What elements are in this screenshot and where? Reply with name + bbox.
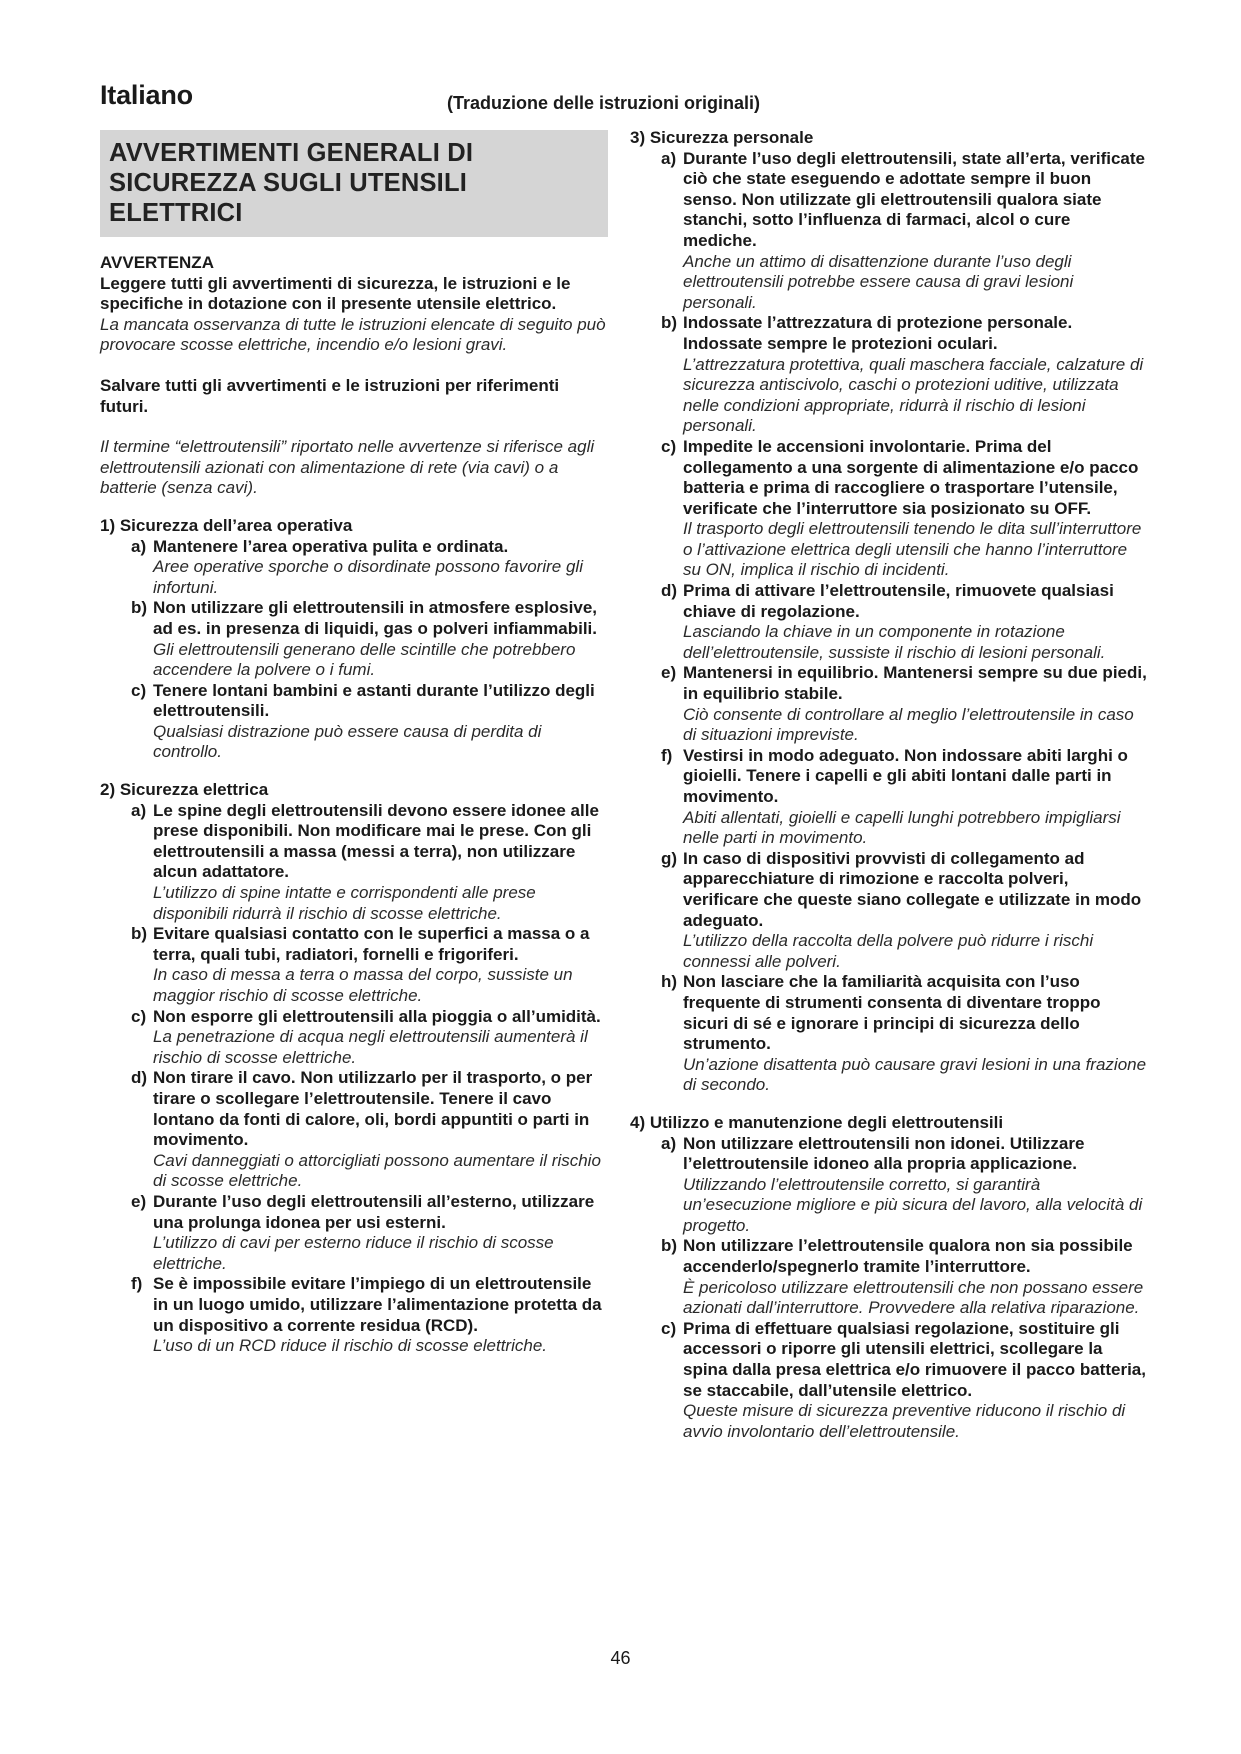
item-bold-text: Durante l’uso degli elettroutensili all’esterno, utilizzare una prolunga idonea per usi esterni. <box>153 1191 595 1232</box>
list-item <box>100 1007 608 1069</box>
item-italic-text: L’attrezzatura protettiva, quali maschera facciale, calzature di sicurezza antiscivolo, caschi o protezioni uditive, utilizzata nelle condizioni appropriate, ridurrà il rischio di lesioni personali. <box>683 354 1144 436</box>
item-bold-text: Non lasciare che la familiarità acquisita con l’uso frequente di strumenti consenta di diventare troppo sicuri di sé e ignorare i principi di sicurezza dello strumento. <box>683 972 1101 1054</box>
item-italic-text: Utilizzando l’elettroutensile corretto, si garantirà un’esecuzione migliore e più sicura del lavoro, alla velocità di progetto. <box>683 1174 1143 1235</box>
list-item <box>100 924 608 1006</box>
item-italic-text: L’utilizzo di spine intatte e corrispondenti alle prese disponibili ridurrà il rischio di scosse elettriche. <box>153 883 536 923</box>
item-bold-text: Prima di attivare l’elettroutensile, rimuovete qualsiasi chiave di regolazione. <box>683 581 1114 621</box>
item-label: h) <box>661 972 678 992</box>
item-bold-text: Prima di effettuare qualsiasi regolazione, sostituire gli accessori o riporre gli utensili elettrici, scollegare la spina dalla presa elettrica e/o rimuovere il pacco batteria, se staccabile, dall’utensile elettrico. <box>683 1318 1146 1400</box>
item-bold-text: Non utilizzare l’elettroutensile qualora non sia possibile accenderlo/spegnerlo tramite l’interruttore. <box>683 1236 1133 1277</box>
document-subtitle: (Traduzione delle istruzioni originali) <box>447 93 761 113</box>
list-item <box>100 1192 608 1274</box>
item-italic-text: Cavi danneggiati o attorcigliati possono aumentare il rischio di scosse elettriche. <box>153 1150 601 1191</box>
list-item <box>630 849 1148 973</box>
item-bold-text: In caso di dispositivi provvisti di collegamento ad apparecchiature di rimozione e raccolta polveri, verificare che queste siano collegate e utilizzate in modo adeguato. <box>683 848 1142 930</box>
list-item <box>100 1068 608 1192</box>
item-bold-text: Vestirsi in modo adeguato. Non indossare abiti larghi o gioielli. Tenere i capelli e gli abiti lontani dalle parti in movimento. <box>683 745 1128 806</box>
list-item <box>630 437 1148 581</box>
list-item <box>100 1274 608 1356</box>
item-italic-text: L’utilizzo di cavi per esterno riduce il rischio di scosse elettriche. <box>153 1233 554 1273</box>
item-label: c) <box>131 1006 147 1026</box>
list-item <box>630 1134 1148 1237</box>
list-item <box>630 746 1148 849</box>
section-title: 2) Sicurezza elettrica <box>100 780 269 800</box>
warning-heading: AVVERTENZA <box>100 253 214 272</box>
item-italic-text: Qualsiasi distrazione può essere causa di perdita di controllo. <box>153 721 542 762</box>
item-label: d) <box>661 581 678 601</box>
item-label: b) <box>661 313 678 333</box>
list-item <box>100 801 608 925</box>
item-bold-text: Non esporre gli elettroutensili alla pioggia o all’umidità. <box>153 1006 601 1026</box>
item-label: e) <box>131 1191 147 1211</box>
item-bold-text: Non utilizzare gli elettroutensili in atmosfere esplosive, ad es. in presenza di liquidi, gas o polveri infiammabili. <box>153 598 597 638</box>
item-label: e) <box>661 663 677 683</box>
list-item <box>630 313 1148 437</box>
list-item <box>630 581 1148 663</box>
warning-bold-text: Leggere tutti gli avvertimenti di sicurezza, le istruzioni e le specifiche in dotazione con il presente utensile elettrico. <box>100 273 571 314</box>
item-italic-text: È pericoloso utilizzare elettroutensili che non possano essere azionati dall’interruttore. Provvedere alla relativa riparazione. <box>683 1277 1144 1318</box>
language-heading: Italiano <box>100 80 193 110</box>
list-item <box>630 663 1148 745</box>
list-item <box>630 1236 1148 1318</box>
item-bold-text: Evitare qualsiasi contatto con le superfici a massa o a terra, quali tubi, radiatori, fornelli e frigoriferi. <box>153 924 590 964</box>
item-bold-text: Le spine degli elettroutensili devono essere idonee alle prese disponibili. Non modificare mai le prese. Con gli elettroutensili a massa (messi a terra), non utilizzare alcun adattatore. <box>153 800 599 882</box>
section-title: 4) Utilizzo e manutenzione degli elettroutensili <box>630 1112 1004 1132</box>
item-italic-text: In caso di messa a terra o massa del corpo, sussiste un maggior rischio di scosse elettriche. <box>153 965 573 1005</box>
term-definition-text: Il termine “elettroutensili” riportato nelle avvertenze si riferisce agli elettroutensili azionati con alimentazione di rete (via cavi) o a batterie (senza cavi). <box>100 437 595 498</box>
item-italic-text: Lasciando la chiave in un componente in rotazione dell’elettroutensile, sussiste il rischio di lesioni personali. <box>683 622 1106 662</box>
item-italic-text: Ciò consente di controllare al meglio l’elettroutensile in caso di situazioni impreviste. <box>683 704 1134 745</box>
item-label: b) <box>131 924 148 944</box>
item-bold-text: Impedite le accensioni involontarie. Prima del collegamento a una sorgente di alimentazione e/o pacco batteria e prima di raccogliere o trasportare l’utensile, verificate che l’interruttore sia posizionato su OFF. <box>683 436 1139 518</box>
item-bold-text: Mantenere l’area operativa pulita e ordinata. <box>153 536 509 556</box>
page-number: 46 <box>610 1648 631 1668</box>
item-label: b) <box>131 598 148 618</box>
left-column <box>100 128 608 1357</box>
item-label: c) <box>131 680 147 700</box>
item-label: a) <box>661 148 677 168</box>
item-bold-text: Durante l’uso degli elettroutensili, state all’erta, verificate ciò che state eseguendo e adottate sempre il buon senso. Non utilizzate gli elettroutensili qualora siate stanchi, sotto l’influenza di farmaci, alcol o cure mediche. <box>683 148 1145 250</box>
item-italic-text: La penetrazione di acqua negli elettroutensili aumenterà il rischio di scosse elettriche. <box>153 1027 588 1067</box>
item-italic-text: L’uso di un RCD riduce il rischio di scosse elettriche. <box>153 1336 548 1356</box>
item-italic-text: Il trasporto degli elettroutensili tenendo le dita sull’interruttore o l’attivazione elettrica degli utensili che hanno l’interruttore su ON, implica il rischio di incidenti. <box>683 519 1142 580</box>
item-italic-text: Abiti allentati, gioielli e capelli lunghi potrebbero impigliarsi nelle parti in movimento. <box>683 807 1121 848</box>
item-label: a) <box>131 800 147 820</box>
warning-italic-text: La mancata osservanza di tutte le istruzioni elencate di seguito può provocare scosse elettriche, incendio e/o lesioni gravi. <box>100 314 606 355</box>
item-bold-text: Mantenersi in equilibrio. Mantenersi sempre su due piedi, in equilibrio stabile. <box>683 663 1147 704</box>
section-title: 3) Sicurezza personale <box>630 128 814 147</box>
item-italic-text: Aree operative sporche o disordinate possono favorire gli infortuni. <box>153 557 583 597</box>
item-bold-text: Indossate l’attrezzatura di protezione personale. Indossate sempre le protezioni oculari. <box>683 313 1073 353</box>
item-label: a) <box>661 1133 677 1153</box>
item-label: a) <box>131 536 147 556</box>
item-label: f) <box>131 1274 143 1294</box>
right-column <box>630 128 1148 1442</box>
item-italic-text: Un’azione disattenta può causare gravi lesioni in una frazione di secondo. <box>683 1054 1147 1095</box>
item-label: b) <box>661 1236 678 1256</box>
item-italic-text: L’utilizzo della raccolta della polvere può ridurre i rischi connessi alle polveri. <box>683 931 1094 971</box>
item-label: f) <box>661 745 673 765</box>
item-label: g) <box>661 848 678 868</box>
save-instructions-text: Salvare tutti gli avvertimenti e le istruzioni per riferimenti futuri. <box>100 375 560 416</box>
list-item <box>100 598 608 680</box>
list-item <box>100 681 608 763</box>
item-bold-text: Se è impossibile evitare l’impiego di un elettroutensile in un luogo umido, utilizzare l’alimentazione protetta da un dispositivo a corrente residua (RCD). <box>153 1274 602 1335</box>
list-item <box>630 1319 1148 1443</box>
general-warning-title: AVVERTIMENTI GENERALI DI SICUREZZA SUGLI UTENSILI ELETTRICI <box>109 139 474 227</box>
section-title: 1) Sicurezza dell’area operativa <box>100 515 353 535</box>
item-italic-text: Queste misure di sicurezza preventive riducono il rischio di avvio involontario dell’elettroutensile. <box>683 1401 1126 1441</box>
item-italic-text: Gli elettroutensili generano delle scintille che potrebbero accendere la polvere o i fumi. <box>153 639 576 680</box>
list-item <box>100 537 608 599</box>
item-italic-text: Anche un attimo di disattenzione durante l’uso degli elettroutensili potrebbe essere causa di gravi lesioni personali. <box>683 251 1074 312</box>
list-item <box>630 972 1148 1096</box>
item-bold-text: Tenere lontani bambini e astanti durante l’utilizzo degli elettroutensili. <box>153 680 595 721</box>
item-label: c) <box>661 436 677 456</box>
item-label: c) <box>661 1318 677 1338</box>
item-label: d) <box>131 1068 148 1088</box>
list-item <box>630 149 1148 314</box>
item-bold-text: Non tirare il cavo. Non utilizzarlo per il trasporto, o per tirare o scollegare l’elettroutensile. Tenere il cavo lontano da fonti di calore, oli, bordi appuntiti o parti in movimento. <box>153 1068 593 1150</box>
item-bold-text: Non utilizzare elettroutensili non idonei. Utilizzare l’elettroutensile idoneo alla propria applicazione. <box>683 1133 1085 1174</box>
general-warning-box <box>100 130 608 237</box>
